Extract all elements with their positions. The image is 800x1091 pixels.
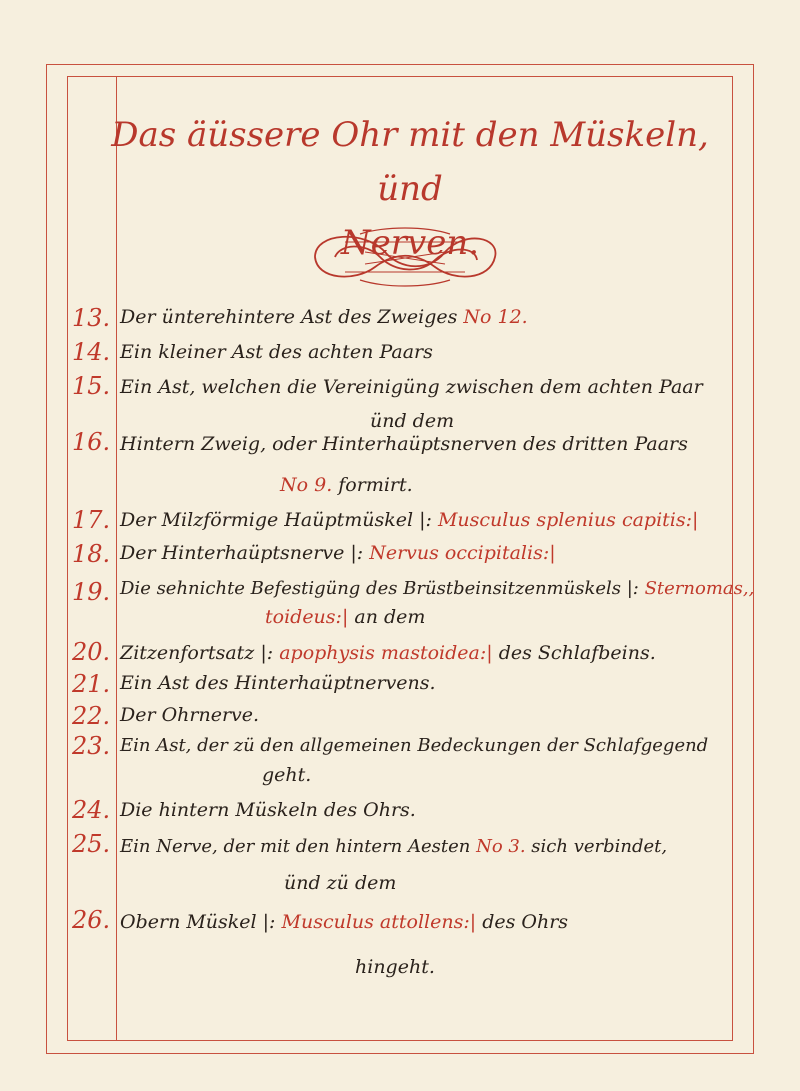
entry-number: 23. (72, 732, 111, 760)
entry-text (120, 542, 735, 564)
entry-text-red: Musculus attollens:| (281, 911, 477, 933)
entry-text-part: Der Ohrnerve. (120, 704, 260, 726)
entry-number: 15. (72, 372, 111, 400)
entry-text-part: des Ohrs (476, 911, 569, 933)
entry-text (120, 672, 735, 694)
entry-text-part: Ein Ast, welchen die Vereinigüng zwischen dem achten Paar (120, 376, 703, 398)
calligraphic-flourish-ornament (305, 222, 505, 292)
entry-text-part: Die hintern Müskeln des Ohrs. (120, 799, 416, 821)
entry-text-part: Ein Ast, der zü den allgemeinen Bedeckungen der Schlafgegend (120, 735, 709, 756)
entry-continuation (265, 606, 425, 628)
entry-text-part: Obern Müskel |: (120, 911, 282, 933)
entry-text-red: Nervus occipitalis:| (369, 542, 556, 564)
entry-number: 16. (72, 428, 111, 456)
entry-text (120, 704, 735, 726)
entry-text-part: Hintern Zweig, oder Hinterhaüptsnerven des dritten Paars (120, 433, 688, 455)
entry-text (120, 341, 735, 363)
entry-text-red: apophysis mastoidea:| (279, 642, 493, 664)
entry-text (120, 836, 735, 857)
entry-continuation-red: toideus:| (265, 606, 349, 628)
entry-number: 17. (72, 506, 111, 534)
entry-text-part: des Schlafbeins. (492, 642, 656, 664)
entry-continuation-red: No 9. (280, 474, 333, 496)
entry-text-part: Der Hinterhaüptsnerve |: (120, 542, 370, 564)
entry-number: 25. (72, 830, 111, 858)
entry-text (120, 578, 755, 599)
entry-text (120, 642, 735, 664)
title-line-1: Das äüssere Ohr mit den Müskeln, ünd (111, 115, 709, 209)
entry-number: 20. (72, 638, 111, 666)
entry-text-part: Die sehnichte Befestigüng des Brüstbeinsitzenmüskels |: (120, 578, 645, 599)
entry-text-part: Ein Ast des Hinterhaüptnervens. (120, 672, 436, 694)
entry-text-part: Zitzenfortsatz |: (120, 642, 280, 664)
entry-text (120, 735, 735, 756)
entry-text (120, 433, 735, 455)
entry-text (120, 376, 735, 398)
entry-text-red: Musculus splenius capitis:| (437, 509, 699, 531)
entry-text-part: Der ünterehintere Ast des Zweiges (120, 306, 464, 328)
entry-text (120, 799, 735, 821)
entry-text-part: sich verbindet, (525, 836, 668, 857)
entry-text-red: Sternomas,, (644, 578, 755, 599)
entry-text (120, 306, 735, 328)
entry-number: 22. (72, 702, 111, 730)
entry-text-part: Ein Nerve, der mit den hintern Aesten (120, 836, 477, 857)
entry-text (120, 911, 735, 933)
entry-text-part: Ein kleiner Ast des achten Paars (120, 341, 433, 363)
entry-text (120, 509, 735, 531)
entry-number: 26. (72, 906, 111, 934)
entry-text-red: No 3. (476, 836, 526, 857)
entry-number: 18. (72, 540, 111, 568)
entry-continuation-text: formirt. (332, 474, 413, 496)
title-line-2: Nerven. (340, 223, 480, 263)
entry-continuation: hingeht. (355, 956, 435, 978)
entry-continuation (280, 474, 413, 496)
entry-number: 13. (72, 304, 111, 332)
entry-continuation-text: an dem (348, 606, 426, 628)
entry-number: 21. (72, 670, 111, 698)
entry-number: 14. (72, 338, 111, 366)
entry-number: 24. (72, 796, 111, 824)
entry-text-red: No 12. (463, 306, 528, 328)
entry-continuation: geht. (262, 764, 312, 786)
entry-continuation: ünd dem (370, 410, 455, 432)
entry-text-part: Der Milzförmige Haüptmüskel |: (120, 509, 438, 531)
entry-number: 19. (72, 578, 111, 606)
entry-continuation: ünd zü dem (284, 872, 397, 894)
